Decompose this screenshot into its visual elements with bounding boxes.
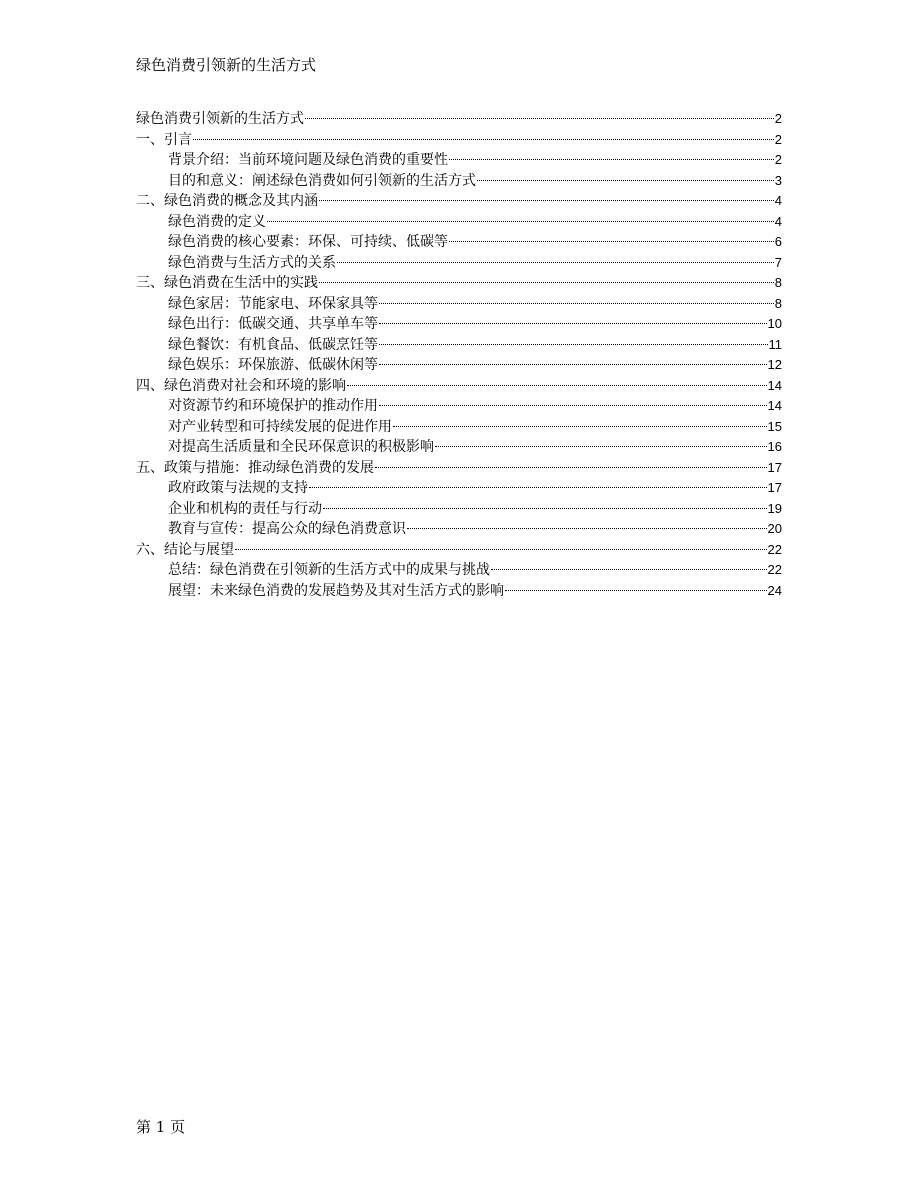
table-of-contents (136, 109, 782, 601)
toc-entry[interactable] (136, 376, 782, 397)
toc-leader-dots (375, 467, 767, 468)
toc-entry-page: 22 (767, 541, 782, 557)
toc-entry-title: 绿色出行：低碳交通、共享单车等 (168, 316, 378, 332)
toc-entry-title: 教育与宣传：提高公众的绿色消费意识 (168, 521, 406, 537)
toc-entry-page: 2 (774, 111, 782, 126)
toc-leader-dots (193, 139, 774, 140)
toc-entry[interactable] (136, 581, 782, 602)
toc-leader-dots (477, 180, 774, 181)
toc-entry[interactable] (136, 519, 782, 540)
toc-entry[interactable] (136, 478, 782, 499)
toc-entry-title: 六、结论与展望 (136, 541, 234, 558)
toc-entry[interactable] (136, 109, 782, 130)
toc-entry-page: 20 (767, 521, 782, 536)
toc-leader-dots (379, 303, 774, 304)
toc-entry-page: 7 (774, 254, 782, 270)
toc-leader-dots (379, 405, 767, 406)
toc-entry-title: 二、绿色消费的概念及其内涵 (136, 193, 318, 209)
toc-leader-dots (337, 262, 774, 263)
toc-entry-page: 17 (767, 480, 782, 495)
toc-entry-title: 展望：未来绿色消费的发展趋势及其对生活方式的影响 (168, 582, 504, 599)
toc-entry[interactable] (136, 294, 782, 315)
toc-entry[interactable] (136, 314, 782, 335)
toc-entry[interactable] (136, 355, 782, 376)
toc-entry-page: 17 (767, 459, 782, 475)
toc-entry-page: 22 (767, 562, 782, 577)
toc-entry[interactable] (136, 232, 782, 253)
toc-leader-dots (505, 590, 767, 591)
toc-leader-dots (347, 385, 767, 386)
page-number: 第 1 页 (136, 1118, 186, 1136)
toc-entry-page: 6 (774, 234, 782, 249)
toc-entry-title: 绿色消费引领新的生活方式 (136, 111, 304, 127)
toc-entry[interactable] (136, 212, 782, 233)
toc-entry-page: 8 (774, 295, 782, 311)
toc-entry[interactable] (136, 560, 782, 581)
toc-entry-page: 14 (767, 398, 782, 413)
toc-entry-title: 总结：绿色消费在引领新的生活方式中的成果与挑战 (168, 562, 490, 578)
toc-entry-page: 14 (767, 377, 782, 393)
toc-entry-title: 对产业转型和可持续发展的促进作用 (168, 418, 392, 435)
toc-entry-title: 绿色家居：节能家电、环保家具等 (168, 295, 378, 312)
toc-entry-page: 11 (768, 336, 782, 352)
toc-leader-dots (305, 118, 774, 119)
toc-entry-title: 绿色娱乐：环保旅游、低碳休闲等 (168, 357, 378, 373)
toc-entry[interactable] (136, 458, 782, 479)
toc-entry-page: 2 (774, 152, 782, 167)
toc-entry-title: 政府政策与法规的支持 (168, 480, 308, 496)
toc-entry[interactable] (136, 499, 782, 520)
toc-leader-dots (407, 528, 767, 529)
toc-entry-title: 绿色餐饮：有机食品、低碳烹饪等 (168, 336, 378, 353)
toc-leader-dots (449, 241, 774, 242)
toc-entry-page: 8 (774, 275, 782, 290)
toc-entry-title: 四、绿色消费对社会和环境的影响 (136, 377, 346, 394)
toc-entry-page: 2 (774, 131, 782, 147)
toc-entry-title: 五、政策与措施：推动绿色消费的发展 (136, 459, 374, 476)
toc-entry-page: 19 (767, 500, 782, 516)
toc-entry[interactable] (136, 171, 782, 192)
toc-leader-dots (393, 426, 767, 427)
toc-entry[interactable] (136, 191, 782, 212)
toc-leader-dots (319, 200, 774, 201)
toc-entry-page: 12 (767, 357, 782, 372)
toc-entry[interactable] (136, 150, 782, 171)
toc-entry-page: 3 (774, 172, 782, 188)
toc-entry[interactable] (136, 335, 782, 356)
toc-entry-title: 目的和意义：阐述绿色消费如何引领新的生活方式 (168, 172, 476, 189)
toc-entry[interactable] (136, 273, 782, 294)
toc-leader-dots (379, 323, 767, 324)
toc-leader-dots (379, 364, 767, 365)
toc-entry-title: 对提高生活质量和全民环保意识的积极影响 (168, 439, 434, 455)
toc-entry-page: 10 (767, 316, 782, 331)
toc-leader-dots (449, 159, 774, 160)
toc-entry-page: 24 (767, 582, 782, 598)
toc-leader-dots (379, 344, 768, 345)
toc-leader-dots (319, 282, 774, 283)
toc-leader-dots (309, 487, 767, 488)
toc-entry-title: 背景介绍：当前环境问题及绿色消费的重要性 (168, 152, 448, 168)
toc-leader-dots (491, 569, 767, 570)
toc-entry[interactable] (136, 437, 782, 458)
toc-entry[interactable] (136, 396, 782, 417)
toc-entry-page: 4 (774, 213, 782, 229)
toc-entry-title: 绿色消费的定义 (168, 213, 266, 230)
toc-entry[interactable] (136, 540, 782, 561)
toc-entry-title: 对资源节约和环境保护的推动作用 (168, 398, 378, 414)
toc-entry-title: 企业和机构的责任与行动 (168, 500, 322, 517)
toc-entry-title: 一、引言 (136, 131, 192, 148)
toc-entry-title: 绿色消费的核心要素：环保、可持续、低碳等 (168, 234, 448, 250)
toc-entry[interactable] (136, 417, 782, 438)
toc-entry-page: 15 (767, 418, 782, 434)
toc-entry-title: 绿色消费与生活方式的关系 (168, 254, 336, 271)
toc-entry-page: 4 (774, 193, 782, 208)
toc-entry[interactable] (136, 130, 782, 151)
toc-entry[interactable] (136, 253, 782, 274)
toc-leader-dots (435, 446, 767, 447)
toc-leader-dots (235, 549, 767, 550)
toc-leader-dots (323, 508, 767, 509)
toc-entry-title: 三、绿色消费在生活中的实践 (136, 275, 318, 291)
toc-entry-page: 16 (767, 439, 782, 454)
toc-leader-dots (267, 221, 774, 222)
running-header: 绿色消费引领新的生活方式 (136, 56, 317, 74)
